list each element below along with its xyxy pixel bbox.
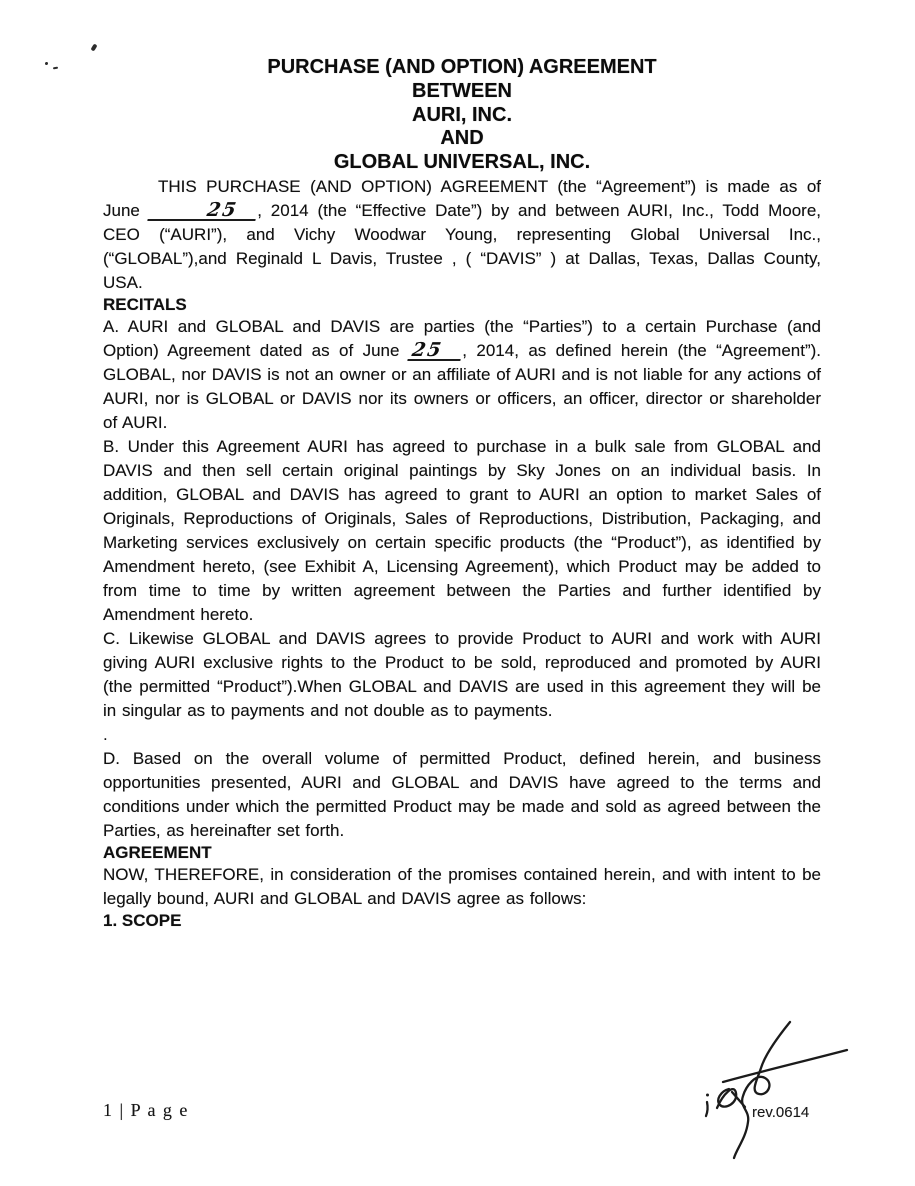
title-line: AURI, INC.	[412, 103, 512, 126]
intro-text-before-date: THIS PURCHASE (AND OPTION) AGREEMENT (the “Agreement”) is made as of June	[103, 176, 821, 220]
recital-a-before-date: A. AURI and GLOBAL and DAVIS are parties (the “Parties”) to a certain Purchase (and Option) Agreement dated as of June	[103, 316, 821, 360]
scope-heading: 1. SCOPE	[103, 910, 182, 930]
signature-scribble-icon	[693, 1010, 865, 1172]
revision-label: rev.0614	[752, 1104, 810, 1121]
scan-speck	[90, 43, 97, 51]
handwritten-day: 25	[407, 342, 464, 361]
intro-paragraph	[103, 175, 821, 295]
recital-c-paragraph: C. Likewise GLOBAL and DAVIS agrees to provide Product to AURI and work with AURI giving AURI exclusive rights to the Product to be sold, reproduced and promoted by AURI (the permitted “Product”).When GLOBAL and DAVIS are used in this agreement they will be in singular as to payments and not double as to payments.	[103, 628, 821, 720]
handwritten-day: 25	[147, 202, 259, 221]
recital-d-paragraph: D. Based on the overall volume of permitted Product, defined herein, and business opportunities presented, AURI and GLOBAL and DAVIS have agreed to the terms and conditions under which the permitted Product may be made and sold as agreed between the Parties, as hereinafter set forth.	[103, 748, 821, 840]
intro-text-after-date: , 2014 (the “Effective Date”) by and between AURI, Inc., Todd Moore, CEO (“AURI”), and Vichy Woodwar Young, representing Global Universal Inc., (“GLOBAL”),and Reginald L Davis, Trustee , ( “DAVIS” ) at Dallas, Texas, Dallas County, USA.	[103, 200, 822, 292]
recital-a-after-date: , 2014, as defined herein (the “Agreement”). GLOBAL, nor DAVIS is not an owner or an affiliate of AURI and is not liable for any actions of AURI, nor is GLOBAL or DAVIS nor its owners or officers, an officer, director or shareholder of AURI.	[103, 340, 822, 432]
title-line: GLOBAL UNIVERSAL, INC.	[333, 151, 591, 174]
scan-speck	[45, 62, 49, 66]
document-title	[103, 56, 821, 175]
title-line: BETWEEN	[412, 79, 512, 102]
agreement-heading: AGREEMENT	[103, 842, 212, 862]
scan-speck	[53, 67, 58, 70]
recitals-heading: RECITALS	[103, 294, 187, 314]
document-content	[103, 0, 821, 931]
page-number-footer: 1 | P a g e	[103, 1100, 189, 1120]
recital-b-paragraph: B. Under this Agreement AURI has agreed to purchase in a bulk sale from GLOBAL and DAVIS and then sell certain original paintings by Sky Jones on an individual basis. In addition, GLOBAL and DAVIS has agreed to grant to AURI an option to market Sales of Originals, Reproductions of Originals, Sales of Reproductions, Distribution, Packaging, and Marketing services exclusively on certain specific products (the “Product”), as identified by Amendment hereto, (see Exhibit A, Licensing Agreement), which Product may be added to from time to time by written agreement between the Parties and further identified by Amendment hereto.	[103, 436, 821, 624]
recital-a-paragraph	[103, 315, 821, 435]
stray-period: .	[103, 724, 108, 744]
title-line: AND	[440, 127, 484, 150]
title-line: PURCHASE (AND OPTION) AGREEMENT	[267, 56, 657, 78]
now-therefore-paragraph: NOW, THEREFORE, in consideration of the promises contained herein, and with intent to be legally bound, AURI and GLOBAL and DAVIS agree as follows:	[103, 864, 821, 908]
